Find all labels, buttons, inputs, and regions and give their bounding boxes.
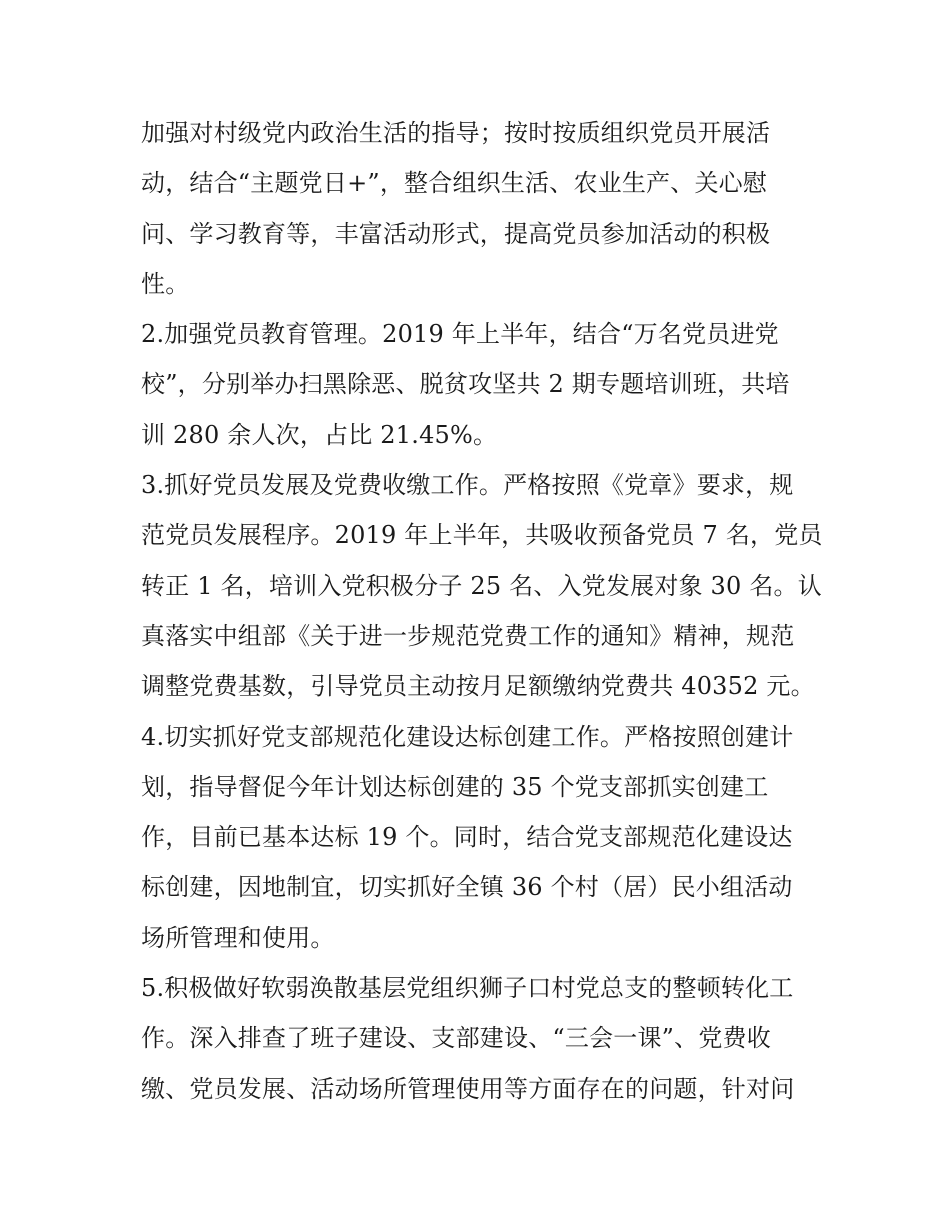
text-line: 划，指导督促今年计划达标创建的 35 个党支部抓实创建工 — [141, 772, 769, 801]
text-line: 作。深入排查了班子建设、支部建设、“三会一课”、党费收 — [141, 1024, 771, 1053]
text-line: 训 280 余人次，占比 21.45%。 — [141, 420, 498, 449]
text-line: 调整党费基数，引导党员主动按月足额缴纳党费共 40352 元。 — [141, 672, 815, 701]
text-line: 3.抓好党员发展及党费收缴工作。严格按照《党章》要求，规 — [141, 471, 794, 500]
text-line: 性。 — [141, 269, 190, 298]
text-line: 作，目前已基本达标 19 个。同时，结合党支部规范化建设达 — [141, 823, 793, 852]
text-line: 4.切实抓好党支部规范化建设达标创建工作。严格按照创建计 — [141, 722, 794, 751]
text-line: 范党员发展程序。2019 年上半年，共吸收预备党员 7 名，党员 — [141, 521, 823, 550]
text-line: 2.加强党员教育管理。2019 年上半年，结合“万名党员进党 — [141, 320, 779, 349]
text-line: 缴、党员发展、活动场所管理使用等方面存在的问题，针对问 — [141, 1074, 795, 1103]
text-line: 转正 1 名，培训入党积极分子 25 名、入党发展对象 30 名。认 — [141, 571, 822, 600]
text-line: 动，结合“主题党日+”，整合组织生活、农业生产、关心慰 — [141, 169, 768, 198]
text-line: 加强对村级党内政治生活的指导；按时按质组织党员开展活 — [141, 119, 771, 147]
document-body — [141, 108, 821, 1114]
text-line: 标创建，因地制宜，切实抓好全镇 36 个村（居）民小组活动 — [141, 873, 793, 902]
text-line: 场所管理和使用。 — [141, 923, 335, 952]
text-line: 校”，分别举办扫黑除恶、脱贫攻坚共 2 期专题培训班，共培 — [141, 370, 790, 399]
text-line: 真落实中组部《关于进一步规范党费工作的通知》精神，规范 — [141, 621, 795, 650]
text-line: 问、学习教育等，丰富活动形式，提高党员参加活动的积极 — [141, 219, 771, 248]
text-line: 5.积极做好软弱涣散基层党组织狮子口村党总支的整顿转化工 — [141, 974, 794, 1003]
